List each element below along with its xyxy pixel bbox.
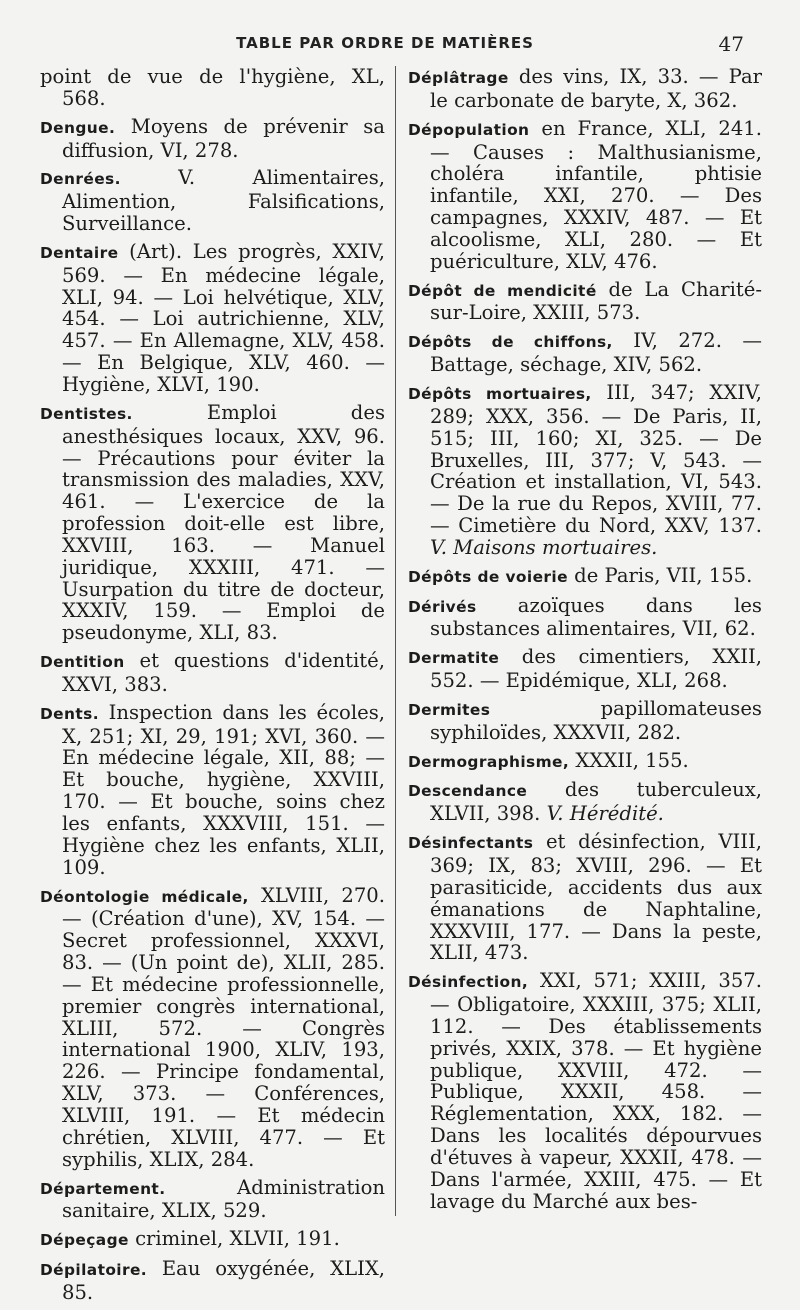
entry-headword: Déplâtrage (408, 69, 509, 87)
entry-headword: Dérivés (408, 597, 477, 616)
entry-headword: Dépilatoire. (40, 1261, 148, 1280)
index-entry (40, 167, 385, 235)
entry-text: Moyens de prévenir sa diffusion, VI, 278. (62, 114, 385, 162)
index-entry (40, 241, 385, 396)
entry-text: IV, 272. — Battage, séchage, XIV, 562. (430, 329, 762, 377)
entry-text: V. Alimentaires, Alimention, Falsifications, Surveillance. (62, 166, 385, 236)
entry-text: XLVIII, 270. — (Création d'une), XV, 154. — Secret professionnel, XXXVI, 83. — (Un point de), XLII, 285. — Et médecine professionnelle, premier congrès international, XLIII, 572. — Congrès international 1900, XLIV, 193, 226. — Principe fondamental, XLV, 373. — Conférences, XLVIII, 191. — Et médecin chrétien, XLVIII, 477. — Et syphilis, XLIX, 284. (62, 883, 385, 1171)
entry-text: papillomateuses syphiloïdes, XXXVII, 282. (430, 696, 762, 744)
index-entry (40, 116, 385, 162)
entry-headword: Denrées. (40, 170, 121, 189)
entry-headword: Dents. (40, 704, 99, 723)
index-entry (408, 330, 762, 376)
running-title: TABLE PAR ORDRE DE MATIÈRES (236, 34, 534, 52)
entry-headword: Dermatite (408, 649, 500, 668)
entry-headword: Déontologie médicale, (40, 887, 249, 906)
entry-headword: Dentaire (40, 243, 119, 262)
entry-cross-reference: V. Hérédité. (546, 802, 664, 826)
index-entry (408, 565, 762, 589)
entry-text: en France, XLI, 241. — Causes : Malthusianisme, choléra infantile, phtisie infantile, XXI, 270. — Des campagnes, XXXIV, 487. — Et alcoolisme, XLI, 280. — Et puériculture, XLV, 476. (430, 116, 762, 273)
index-entry (40, 402, 385, 644)
entry-text: Inspection dans les écoles, X, 251; XI, 29, 191; XVI, 360. — En médecine légale, XII, 88; — Et bouche, hygiène, XXVIII, 170. — Et bouche, soins chez les enfants, XXXVIII, 151. — Hygiène chez les enfants, XLII, 109. (62, 700, 385, 879)
entry-text: des vins, IX, 33. — Par le carbonate de baryte, X, 362. (430, 65, 762, 112)
index-entry (408, 750, 762, 774)
running-header (0, 34, 800, 58)
right-column (408, 66, 762, 1219)
entry-text: Emploi des anesthésiques locaux, XXV, 96. — Précautions pour éviter la transmission des maladies, XXV, 461. — L'exercice de la profession doit-elle est libre, XXVIII, 163. — Manuel juridique, XXXIII, 471. — Usurpation du titre de docteur, XXXIV, 159. — Emploi de pseudonyme, XLI, 83. (62, 400, 385, 645)
entry-headword: Dentition (40, 653, 125, 672)
entry-text: Eau oxygénée, XLIX, 85. (62, 1257, 385, 1304)
entry-text: et désinfection, VIII, 369; IX, 83; XVIII, 296. — Et parasiticide, accidents dus aux émanations de Naphtaline, XXXVIII, 177. — Dans la peste, XLII, 473. (430, 830, 762, 965)
entry-headword: Désinfection, (408, 973, 529, 992)
entry-headword: Dengue. (40, 118, 116, 137)
entry-text: de Paris, VII, 155. (567, 563, 753, 587)
entry-text: III, 347; XXIV, 289; XXX, 356. — De Paris, II, 515; III, 160; XI, 325. — De Bruxelles, III, 377; V, 543. — Création et installation, VI, 543. — De la rue du Repos, XVIII, 77. — Cimetière du Nord, XXV, 137. (430, 380, 762, 538)
left-column (40, 66, 385, 1310)
entry-headword: Dentistes. (40, 404, 133, 423)
index-entry (40, 885, 385, 1171)
entry-text: azoïques dans les substances alimentaires, VII, 62. (430, 593, 762, 641)
index-entry (408, 831, 762, 964)
entry-text: (Art). Les progrès, XXIV, 569. — En médecine légale, XLI, 94. — Loi helvétique, XLV, 454. — Loi autrichienne, XLV, 457. — En Allemagne, XLV, 458. — En Belgique, XLV, 460. — Hygiène, XLVI, 190. (62, 239, 385, 396)
index-entry (40, 650, 385, 696)
entry-headword: Dépôts de chiffons, (408, 333, 613, 352)
index-entry (40, 1228, 385, 1252)
entry-headword: Dépôts mortuaires, (408, 384, 592, 403)
index-entry (408, 118, 762, 273)
page-number: 47 (718, 32, 744, 56)
entry-headword: Dépopulation (408, 120, 530, 139)
index-entry (408, 698, 762, 744)
entry-headword: Descendance (408, 782, 528, 801)
entry-text: XXI, 571; XXIII, 357. — Obligatoire, XXXIII, 375; XLII, 112. — Des établissements privés, XXIX, 378. — Et hygiène publique, XXVIII, 472. — Publique, XXXII, 458. — Réglementation, XXX, 182. — Dans les localités dépourvues d'étuves à vapeur, XXXII, 478. — Dans l'armée, XXIII, 475. — Et lavage du Marché aux bes- (430, 969, 762, 1213)
entry-text: de La Charité-sur-Loire, XXIII, 573. (430, 277, 762, 325)
index-entry (408, 595, 762, 641)
index-entry (408, 279, 762, 325)
entry-text: Administration sanitaire, XLIX, 529. (62, 1175, 385, 1223)
entry-headword: Désinfectants (408, 834, 534, 853)
entry-text: des cimentiers, XXII, 552. — Epidémique, XLI, 268. (430, 645, 762, 693)
column-divider (395, 66, 396, 1216)
entry-text: des tuberculeux, XLVII, 398. (430, 778, 762, 826)
entry-cross-reference: V. Maisons mortuaires. (430, 535, 658, 559)
index-entry (40, 66, 385, 110)
index-entry (408, 66, 762, 112)
index-entry (408, 970, 762, 1212)
entry-headword: Dépeçage (40, 1231, 129, 1250)
entry-headword: Dermites (408, 700, 491, 719)
index-entry (40, 1177, 385, 1223)
entry-text: XXXII, 155. (569, 748, 689, 772)
entry-headword: Dermographisme, (408, 752, 570, 771)
index-entry (40, 702, 385, 879)
entry-text: point de vue de l'hygiène, XL, 568. (40, 65, 385, 110)
entry-headword: Dépôts de voierie (408, 567, 568, 586)
entry-text: criminel, XLVII, 191. (128, 1227, 340, 1251)
entry-headword: Département. (40, 1179, 166, 1198)
entry-text: et questions d'identité, XXVI, 383. (62, 649, 385, 696)
index-entry (408, 646, 762, 692)
index-entry (408, 779, 762, 825)
index-entry (408, 382, 762, 559)
entry-headword: Dépôt de mendicité (408, 281, 597, 300)
index-entry (40, 1258, 385, 1304)
